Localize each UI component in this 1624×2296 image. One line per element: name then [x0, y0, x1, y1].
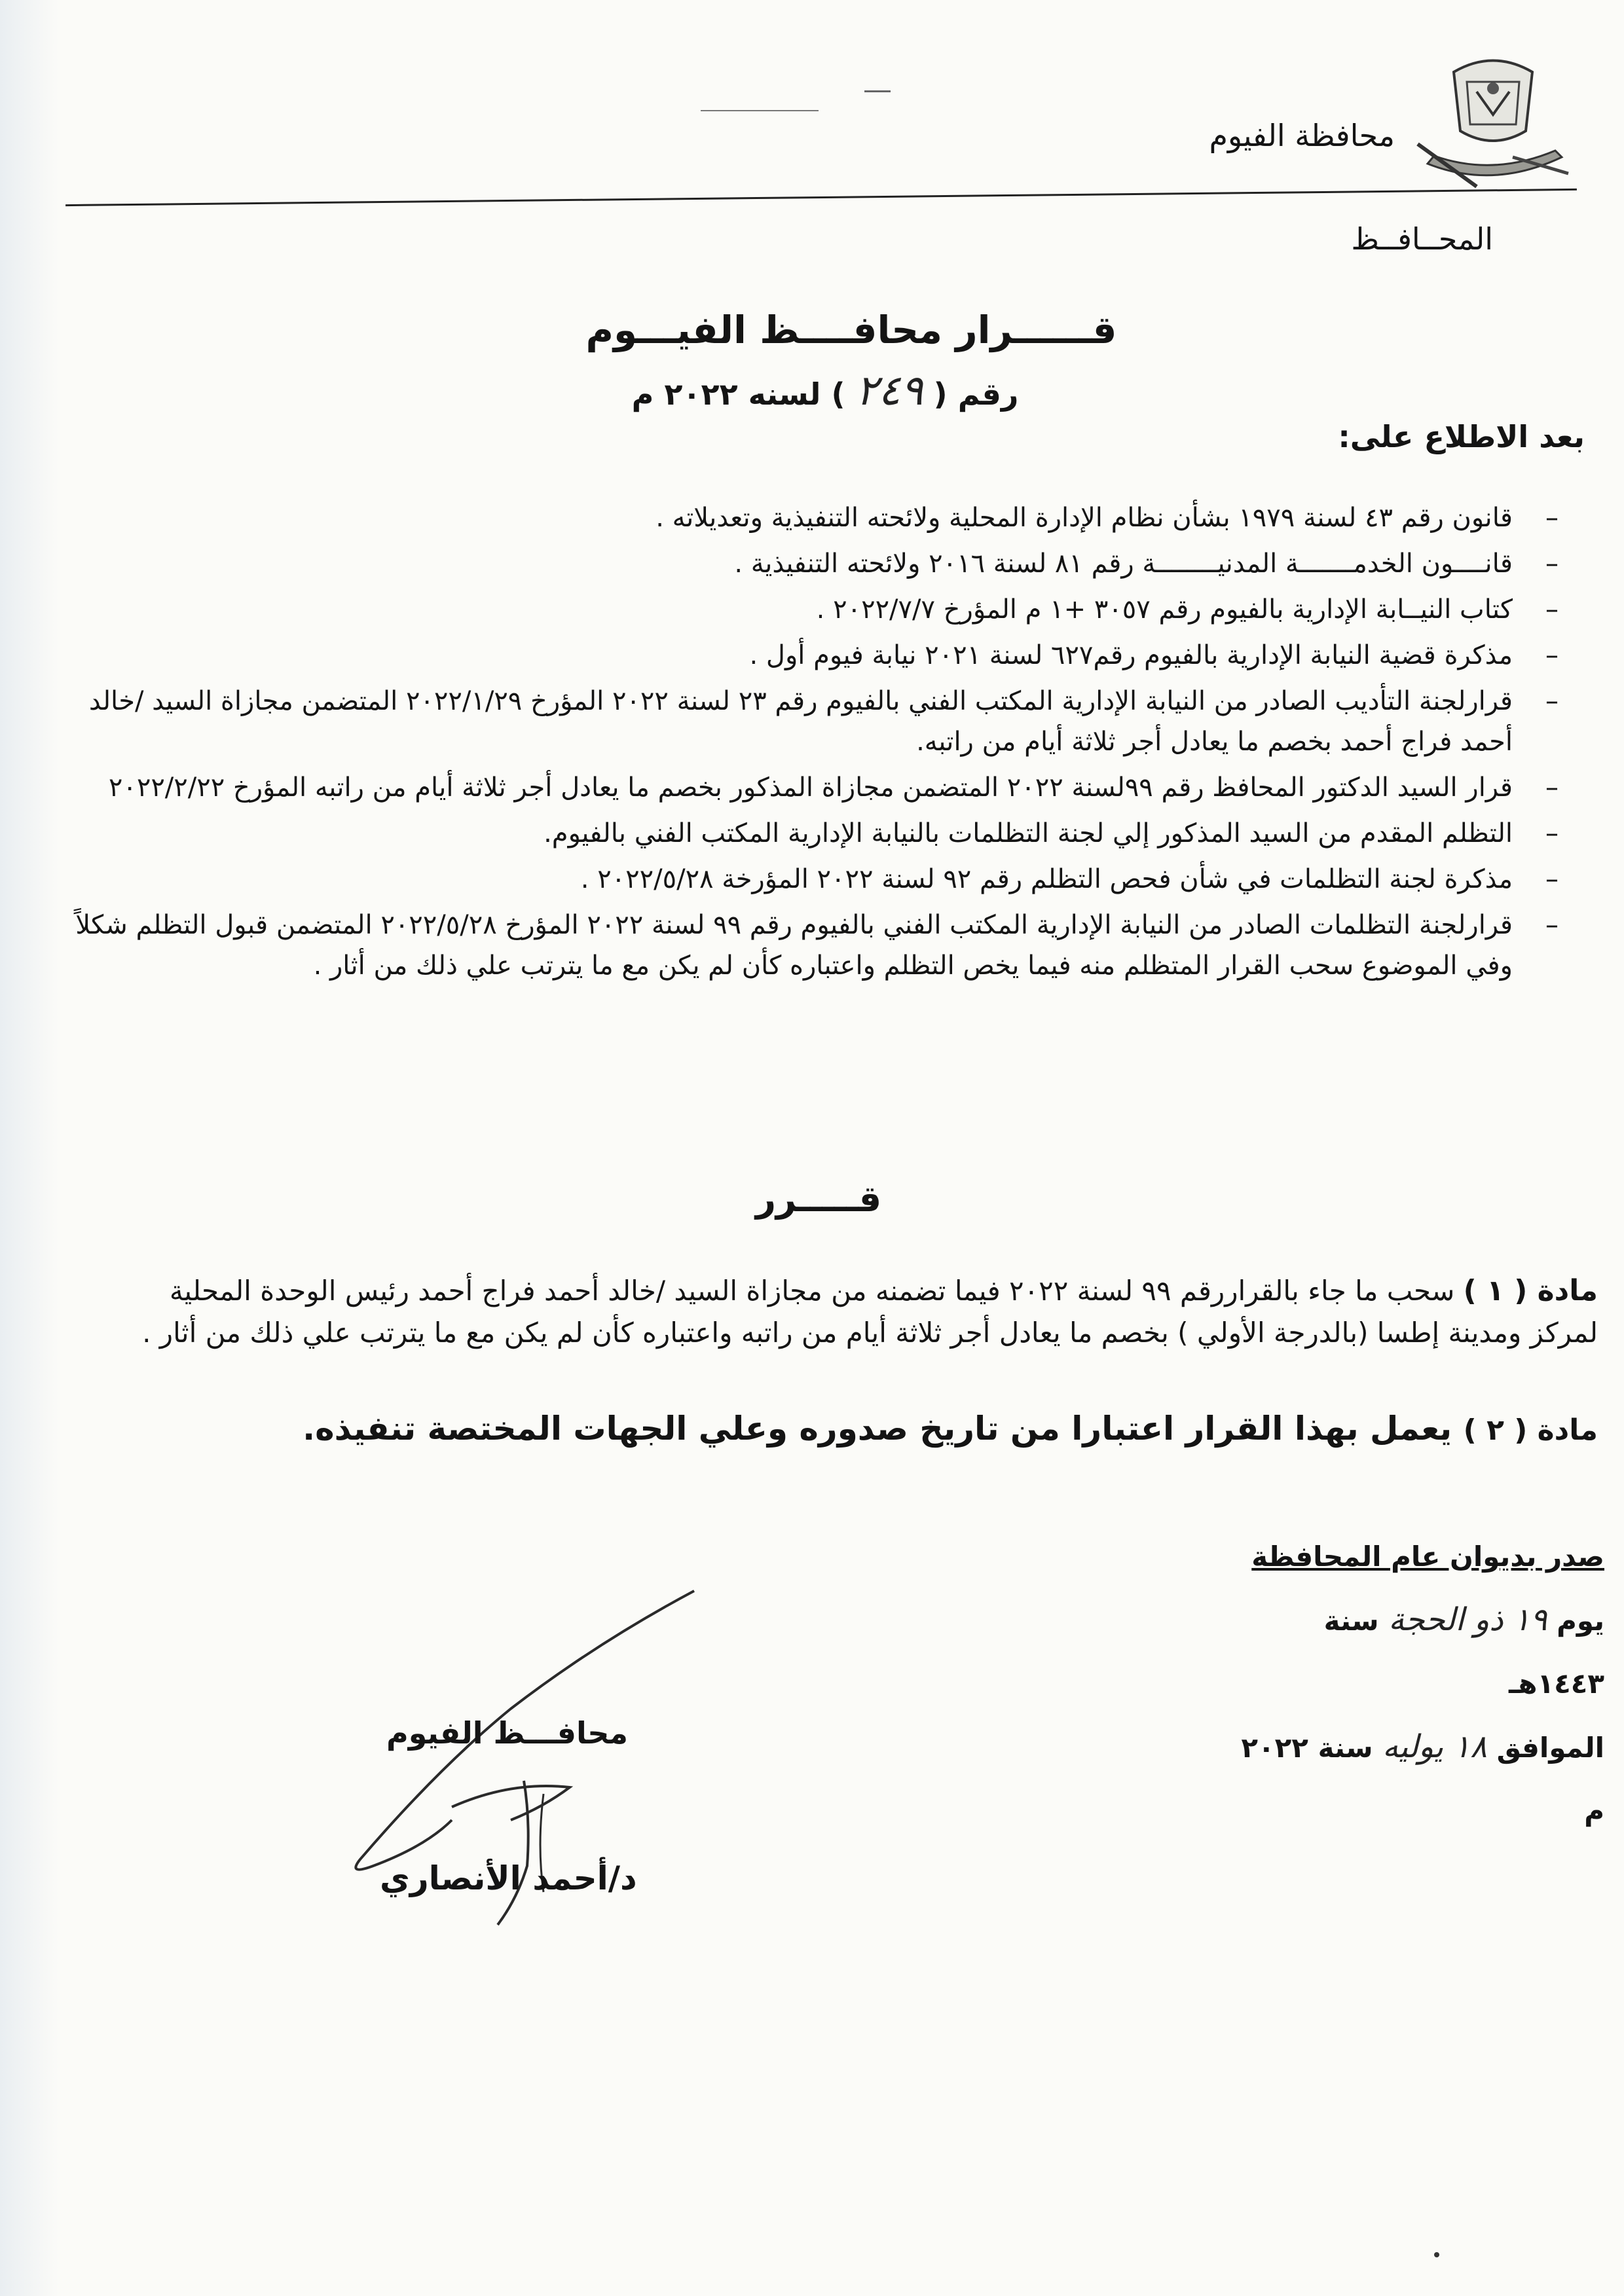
scan-mark: [701, 110, 819, 111]
issuance-place: صدر بديوان عام المحافظة: [1251, 1540, 1604, 1573]
gregorian-date-prefix: الموافق: [1496, 1732, 1604, 1764]
article-label: مادة ( ٢ ): [1463, 1413, 1598, 1447]
number-label: رقم (: [933, 376, 1019, 412]
article-label: مادة ( ١ ): [1463, 1274, 1598, 1307]
list-item: – التظلم المقدم من السيد المذكور إلي لجنة التظلمات بالنيابة الإدارية المكتب الفني بالفيوم.: [72, 813, 1578, 854]
gregorian-date: [1238, 1715, 1604, 1842]
after-review-heading: بعد الاطلاع على:: [1338, 419, 1585, 454]
decision-number-handwritten: ٢٤٩: [855, 367, 923, 415]
signatory-name: د/أحمد الأنصاري: [380, 1859, 637, 1897]
scan-mark: [864, 90, 891, 92]
article-text: يعمل بهذا القرار اعتبارا من تاريخ صدوره وعلي الجهات المختصة تنفيذه.: [303, 1410, 1452, 1448]
list-item: – قرارلجنة التأديب الصادر من النيابة الإدارية المكتب الفني بالفيوم رقم ٢٣ لسنة ٢٠٢٢ المؤرخ ٢٠٢٢/١/٢٩ المتضمن مجازاة السيد /خالد أحمد فراج أحمد بخصم ما يعادل أجر ثلاثة أيام من راتبه.: [72, 681, 1578, 762]
list-item: – قانون رقم ٤٣ لسنة ١٩٧٩ بشأن نظام الإدارة المحلية ولائحته التنفيذية وتعديلاته .: [72, 498, 1578, 538]
hijri-date: [1238, 1588, 1604, 1715]
article-2: [98, 1408, 1598, 1451]
list-item: – قرارلجنة التظلمات الصادر من النيابة الإدارية المكتب الفني بالفيوم رقم ٩٩ لسنة ٢٠٢٢ المؤرخ ٢٠٢٢/٥/٢٨ المتضمن قبول التظلم شكلاً وفي الموضوع سحب القرار المتظلم منه فيما يخص التظلم واعتباره كأن لم يكن مع ما يترتب علي ذلك من أثار .: [72, 905, 1578, 986]
decision-year: لسنه ٢٠٢٢ م: [631, 376, 821, 412]
signatory-title: محافـــظ الفيوم: [386, 1715, 628, 1751]
article-text: سحب ما جاء بالقراررقم ٩٩ لسنة ٢٠٢٢ فيما تضمنه من مجازاة السيد /خالد أحمد فراج أحمد رئيس الوحدة المحلية لمركز ومدينة إطسا (بالدرجة الأولي ) بخصم ما يعادل أجر ثلاثة أيام من راتبه واعتباره كأن لم يكن مع ما يترتب علي ذلك من أثار .: [142, 1275, 1598, 1349]
list-item: – قانــــون الخدمـــــــة المدنيــــــــة رقم ٨١ لسنة ٢٠١٦ ولائحته التنفيذية .: [72, 543, 1578, 584]
decision-number-line: [589, 367, 1061, 415]
list-item: – كتاب النيــابة الإدارية بالفيوم رقم ٣٠٥٧ +١ م المؤرخ ٢٠٢٢/٧/٧ .: [72, 589, 1578, 630]
hijri-date-prefix: يوم: [1557, 1605, 1604, 1637]
hijri-year: سنة ١٤٤٣هـ: [1323, 1605, 1604, 1700]
list-item: – مذكرة لجنة التظلمات في شأن فحص التظلم رقم ٩٢ لسنة ٢٠٢٢ المؤرخة ٢٠٢٢/٥/٢٨ .: [72, 859, 1578, 900]
scan-speck: [1434, 2252, 1439, 2257]
number-close: ): [831, 376, 845, 412]
header-rule: [65, 189, 1577, 206]
decision-title: قــــــرار محافــــظ الفيـــوم: [585, 308, 1117, 352]
hijri-date-handwritten: ١٩ ذو الحجة: [1388, 1601, 1547, 1638]
gregorian-year: سنة ٢٠٢٢ م: [1241, 1732, 1604, 1827]
issuance-block: [1238, 1525, 1604, 1842]
governorate-name: محافظة الفيوم: [1209, 118, 1395, 153]
decides-heading: قـــــرر: [755, 1178, 882, 1220]
fayoum-governorate-emblem-icon: [1414, 52, 1572, 203]
list-item: – مذكرة قضية النيابة الإدارية بالفيوم رقم٦٢٧ لسنة ٢٠٢١ نيابة فيوم أول .: [72, 635, 1578, 676]
references-list: [72, 498, 1578, 991]
gregorian-date-handwritten: ١٨ يوليه: [1382, 1728, 1487, 1765]
office-title: المحــافــظ: [1351, 221, 1493, 257]
list-item: – قرار السيد الدكتور المحافظ رقم ٩٩لسنة ٢٠٢٢ المتضمن مجازاة المذكور بخصم ما يعادل أجر ثلاثة أيام من راتبه المؤرخ ٢٠٢٢/٢/٢٢: [72, 767, 1578, 808]
article-1: [98, 1270, 1598, 1354]
